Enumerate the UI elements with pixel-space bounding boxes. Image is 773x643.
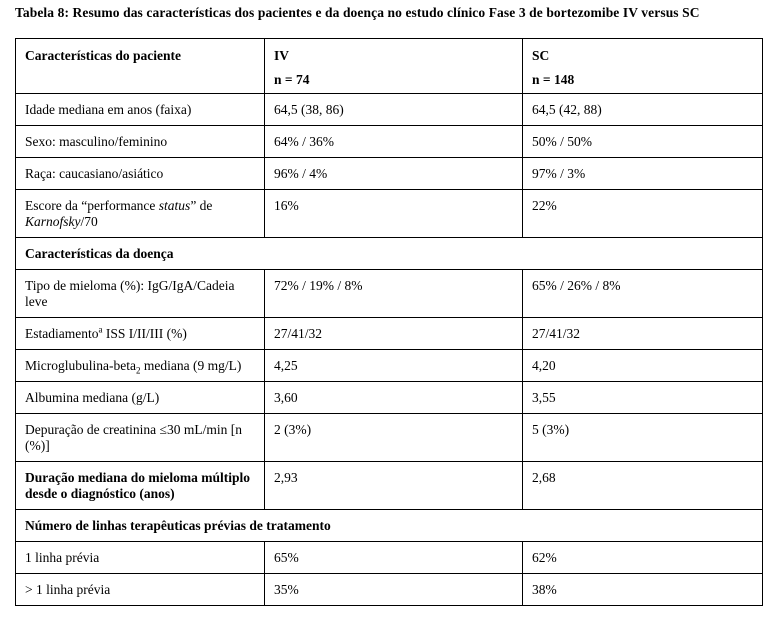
section-title-prior-lines: Número de linhas terapêuticas prévias de tratamento (16, 510, 763, 542)
patient-characteristics-table (15, 38, 763, 606)
row-label: > 1 linha prévia (16, 574, 265, 606)
row-label: 1 linha prévia (16, 542, 265, 574)
row-sc-value: 97% / 3% (523, 158, 763, 190)
table-row-myeloma-type (16, 270, 763, 318)
row-iv-value: 16% (265, 190, 523, 238)
row-label: Albumina mediana (g/L) (16, 382, 265, 414)
table-row-b2m (16, 350, 763, 382)
row-sc-value: 3,55 (523, 382, 763, 414)
table-row-one-prior-line (16, 542, 763, 574)
row-iv-value: 65% (265, 542, 523, 574)
row-sc-value: 62% (523, 542, 763, 574)
table-row-more-prior-lines (16, 574, 763, 606)
label-subscript: 2 (135, 365, 141, 376)
row-sc-value: 27/41/32 (523, 318, 763, 350)
label-part: Microglubulina-beta (25, 358, 136, 373)
label-part: Escore da “performance (25, 198, 159, 213)
row-iv-value: 2,93 (265, 462, 523, 510)
table-row-karnofsky (16, 190, 763, 238)
row-label: Depuração de creatinina ≤30 mL/min [n (%)] (16, 414, 265, 462)
row-iv-value: 4,25 (265, 350, 523, 382)
label-part: mediana (9 mg/L) (140, 358, 242, 373)
label-part: ISS I/II/III (%) (102, 326, 187, 341)
row-sc-value: 65% / 26% / 8% (523, 270, 763, 318)
label-part: /70 (80, 214, 98, 229)
row-label: Idade mediana em anos (faixa) (16, 94, 265, 126)
row-sc-value: 5 (3%) (523, 414, 763, 462)
row-label (16, 350, 265, 382)
row-sc-value: 50% / 50% (523, 126, 763, 158)
table-row-creatinine (16, 414, 763, 462)
row-label: Tipo de mieloma (%): IgG/IgA/Cadeia leve (16, 270, 265, 318)
header-iv-label: IV (274, 48, 290, 63)
row-label: Raça: caucasiano/asiático (16, 158, 265, 190)
table-row-race (16, 158, 763, 190)
row-label: Sexo: masculino/feminino (16, 126, 265, 158)
table-caption: Tabela 8: Resumo das características dos pacientes e da doença no estudo clínico Fase 3 de bortezomibe IV versus SC (15, 5, 700, 20)
header-iv (265, 39, 523, 94)
table-row-albumin (16, 382, 763, 414)
row-iv-value: 35% (265, 574, 523, 606)
row-iv-value: 72% / 19% / 8% (265, 270, 523, 318)
row-sc-value: 22% (523, 190, 763, 238)
label-italic-status: status (158, 198, 191, 213)
label-italic-karnofsky: Karnofsky (25, 214, 81, 229)
row-label (16, 190, 265, 238)
row-iv-value: 64% / 36% (265, 126, 523, 158)
table-row-sex (16, 126, 763, 158)
row-iv-value: 3,60 (265, 382, 523, 414)
table-row-age (16, 94, 763, 126)
table-row-iss (16, 318, 763, 350)
row-sc-value: 64,5 (42, 88) (523, 94, 763, 126)
section-title-disease: Características da doença (16, 238, 763, 270)
header-patient-characteristics: Características do paciente (16, 39, 265, 94)
header-iv-n: n = 74 (274, 72, 310, 87)
row-iv-value: 2 (3%) (265, 414, 523, 462)
row-sc-value: 38% (523, 574, 763, 606)
label-part: Estadiamento (25, 326, 99, 341)
header-sc-n: n = 148 (532, 72, 575, 87)
section-row-disease (16, 238, 763, 270)
row-iv-value: 27/41/32 (265, 318, 523, 350)
header-sc-label: SC (532, 48, 550, 63)
section-row-prior-lines (16, 510, 763, 542)
row-iv-value: 96% / 4% (265, 158, 523, 190)
row-sc-value: 4,20 (523, 350, 763, 382)
header-sc (523, 39, 763, 94)
row-iv-value: 64,5 (38, 86) (265, 94, 523, 126)
label-superscript: a (98, 324, 103, 335)
row-label: Duração mediana do mieloma múltiplo desde o diagnóstico (anos) (16, 462, 265, 510)
row-label (16, 318, 265, 350)
label-part: ” de (190, 198, 213, 213)
table-header-row (16, 39, 763, 94)
row-sc-value: 2,68 (523, 462, 763, 510)
table-row-duration (16, 462, 763, 510)
